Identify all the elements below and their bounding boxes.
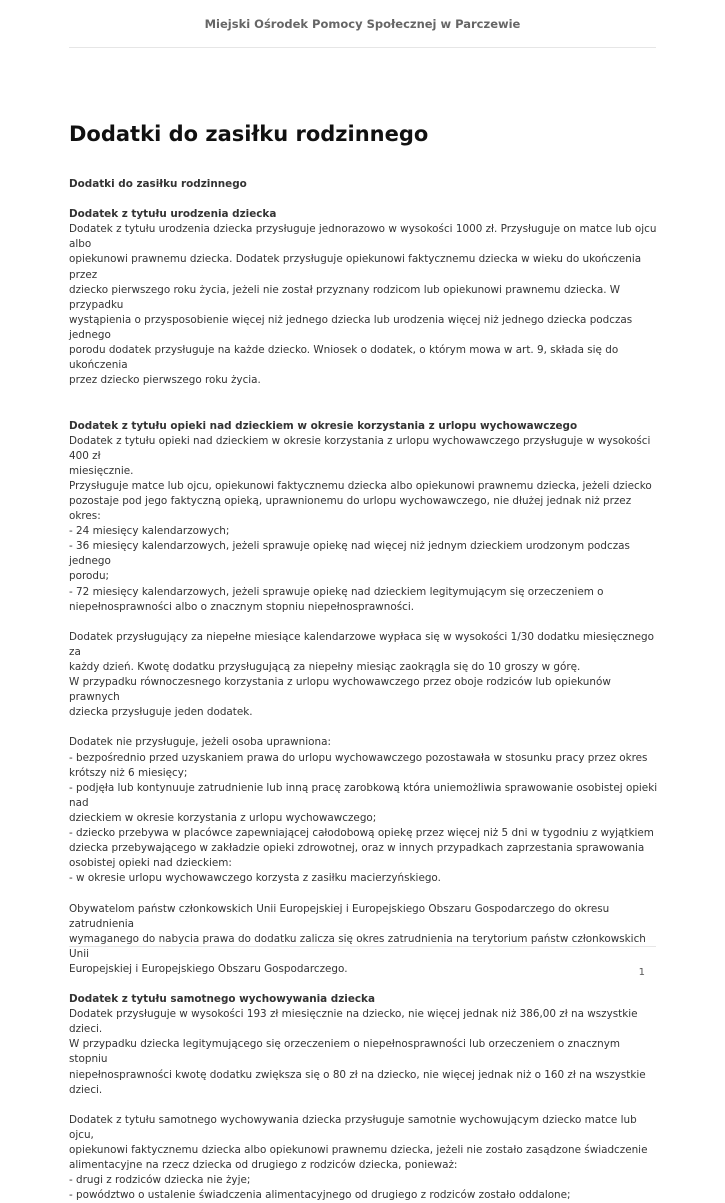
text-line: - 36 miesięcy kalendarzowych, jeżeli sprawuje opiekę nad więcej niż jednym dzieckiem urodzonym podczas jednego [69, 540, 630, 568]
parental-leave-paragraph-3 [69, 735, 659, 886]
text-line: niepełnosprawności kwotę dodatku zwiększa się o 80 zł na dziecko, nie więcej jednak niż o 160 zł na wszystkie dzieci. [69, 1068, 646, 1096]
text-line: - w okresie urlopu wychowawczego korzysta z zasiłku macierzyńskiego. [69, 872, 441, 885]
text-line: wymaganego do nabycia prawa do dodatku zalicza się okres zatrudnienia na terytorium państw członkowskich Unii [69, 932, 646, 960]
page-title: Dodatki do zasiłku rodzinnego [69, 122, 429, 146]
text-line: miesięcznie. [69, 464, 134, 477]
single-parent-paragraph-2 [69, 1113, 659, 1203]
text-line: osobistej opieki nad dzieckiem: [69, 857, 232, 870]
text-line: - 24 miesięcy kalendarzowych; [69, 525, 230, 538]
text-line: Dodatek przysługuje w wysokości 193 zł miesięcznie na dziecko, nie więcej jednak niż 386,00 zł na wszystkie dzieci. [69, 1008, 638, 1036]
parental-leave-paragraph-4 [69, 902, 659, 977]
text-line: pozostaje pod jego faktyczną opieką, uprawnionemu do urlopu wychowawczego, nie dłużej jednak niż przez okres: [69, 494, 632, 523]
section-birth-text [69, 222, 659, 388]
text-line: dziecka przebywającego w zakładzie opieki zdrowotnej, oraz w innych przypadkach zaprzestania sprawowania [69, 842, 645, 855]
text-line: przez dziecko pierwszego roku życia. [69, 374, 261, 387]
document-body [69, 177, 659, 1203]
text-line: dzieckiem w okresie korzystania z urlopu wychowawczego; [69, 811, 377, 824]
text-line: - bezpośrednio przed uzyskaniem prawa do urlopu wychowawczego pozostawała w stosunku pracy przez okres [69, 751, 648, 764]
parental-leave-paragraph-1 [69, 434, 659, 615]
text-line: dziecko pierwszego roku życia, jeżeli nie został przyznany rodzicom lub opiekunowi prawnemu dziecka. W przypadku [69, 283, 621, 311]
section-heading-parental-leave: Dodatek z tytułu opieki nad dzieckiem w okresie korzystania z urlopu wychowawczego [69, 419, 578, 432]
text-line: Dodatek z tytułu urodzenia dziecka przysługuje jednorazowo w wysokości 1000 zł. Przysługuje on matce lub ojcu albo [69, 223, 657, 251]
text-line: niepełnosprawności albo o znacznym stopniu niepełnosprawności. [69, 600, 415, 613]
text-line: porodu; [69, 570, 110, 583]
section-heading-single-parent: Dodatek z tytułu samotnego wychowywania dziecka [69, 993, 375, 1006]
text-line: opiekunowi prawnemu dziecka. Dodatek przysługuje opiekunowi faktycznemu dziecka w wieku do ukończenia przez [69, 253, 642, 281]
text-line: Europejskiej i Europejskiego Obszaru Gospodarczego. [69, 962, 348, 975]
text-line: Dodatek nie przysługuje, jeżeli osoba uprawniona: [69, 736, 331, 749]
subtitle: Dodatki do zasiłku rodzinnego [69, 178, 247, 190]
section-heading-birth: Dodatek z tytułu urodzenia dziecka [69, 208, 277, 221]
text-line: - podjęła lub kontynuuje zatrudnienie lub inną pracę zarobkową która uniemożliwia sprawowanie osobistej opieki nad [69, 781, 658, 809]
text-line: krótszy niż 6 miesięcy; [69, 766, 188, 779]
text-line: Obywatelom państw członkowskich Unii Europejskiej i Europejskiego Obszaru Gospodarczego do okresu zatrudnienia [69, 902, 610, 930]
page-header: Miejski Ośrodek Pomocy Społecznej w Parczewie [204, 17, 521, 31]
text-line: - drugi z rodziców dziecka nie żyje; [69, 1174, 251, 1187]
text-line: opiekunowi faktycznemu dziecka albo opiekunowi prawnemu dziecka, jeżeli nie zostało zasądzone świadczenie [69, 1144, 648, 1156]
footer-divider [69, 946, 656, 947]
text-line: Dodatek przysługujący za niepełne miesiące kalendarzowe wypłaca się w wysokości 1/30 dodatku miesięcznego za [69, 630, 655, 658]
text-line: - 72 miesięcy kalendarzowych, jeżeli sprawuje opiekę nad dzieckiem legitymującym się orzeczeniem o [69, 585, 604, 598]
text-line: W przypadku dziecka legitymującego się orzeczeniem o niepełnosprawności lub orzeczeniem o znacznym stopniu [69, 1038, 620, 1066]
single-parent-paragraph-1 [69, 1007, 659, 1098]
parental-leave-paragraph-2 [69, 630, 659, 721]
header-divider [69, 47, 656, 48]
text-line: W przypadku równoczesnego korzystania z urlopu wychowawczego przez oboje rodziców lub opiekunów prawnych [69, 676, 611, 704]
text-line: wystąpienia o przysposobienie więcej niż jednego dziecka lub urodzenia więcej niż jednego dziecka podczas jednego [69, 313, 633, 341]
text-line: alimentacyjne na rzecz dziecka od drugiego z rodziców dziecka, ponieważ: [69, 1159, 458, 1172]
text-line: Dodatek z tytułu samotnego wychowywania dziecka przysługuje samotnie wychowującym dziecko matce lub ojcu, [69, 1113, 637, 1141]
text-line: każdy dzień. Kwotę dodatku przysługującą za niepełny miesiąc zaokrągla się do 10 groszy w górę. [69, 661, 581, 673]
text-line: - dziecko przebywa w placówce zapewniającej całodobową opiekę przez więcej niż 5 dni w tygodniu z wyjątkiem [69, 827, 654, 840]
text-line: Dodatek z tytułu opieki nad dzieckiem w okresie korzystania z urlopu wychowawczego przysługuje w wysokości 400 zł [69, 434, 651, 462]
text-line: Przysługuje matce lub ojcu, opiekunowi faktycznemu dziecka albo opiekunowi prawnemu dziecka, jeżeli dziecko [69, 479, 652, 492]
text-line: porodu dodatek przysługuje na każde dziecko. Wniosek o dodatek, o którym mowa w art. 9, składa się do ukończenia [69, 344, 619, 372]
text-line: - powództwo o ustalenie świadczenia alimentacyjnego od drugiego z rodziców zostało oddalone; [69, 1189, 571, 1202]
page-number: 1 [638, 967, 645, 978]
text-line: dziecka przysługuje jeden dodatek. [69, 706, 253, 719]
